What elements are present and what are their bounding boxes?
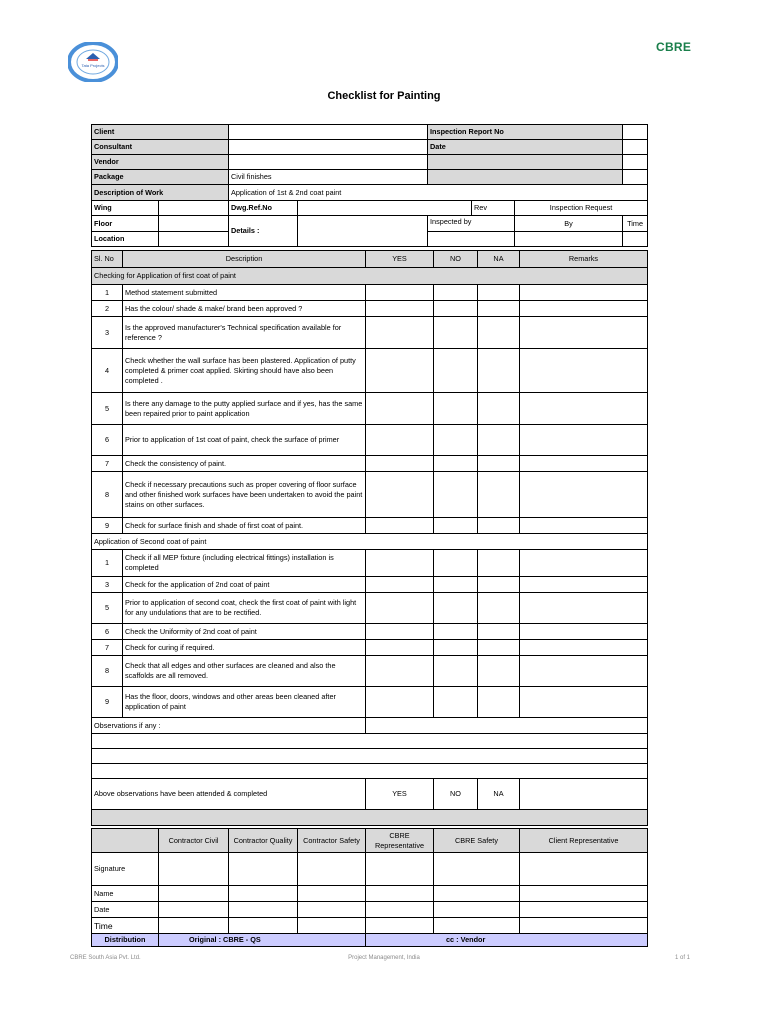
date-field-signoff[interactable] <box>159 902 229 918</box>
na-cell[interactable] <box>478 285 520 301</box>
no-cell[interactable] <box>434 317 478 349</box>
item-description: Method statement submitted <box>123 285 366 301</box>
remarks-cell[interactable] <box>520 349 648 393</box>
attended-remarks[interactable] <box>520 779 648 810</box>
item-number: 5 <box>92 593 123 624</box>
cbre-logo: CBRE <box>656 40 692 54</box>
table-row <box>92 624 648 640</box>
table-row <box>92 687 648 718</box>
vendor-field[interactable] <box>229 155 428 170</box>
na-cell[interactable] <box>478 472 520 518</box>
table-row <box>92 317 648 349</box>
col-remarks: Remarks <box>520 251 648 268</box>
na-cell[interactable] <box>478 317 520 349</box>
item-number: 1 <box>92 285 123 301</box>
item-description: Check for surface finish and shade of first coat of paint. <box>123 518 366 534</box>
signature-field[interactable] <box>366 853 434 886</box>
remarks-cell[interactable] <box>520 640 648 656</box>
cbre-representative-header: CBRE Representative <box>366 829 434 853</box>
na-cell[interactable] <box>478 518 520 534</box>
description-of-work-value: Application of 1st & 2nd coat paint <box>229 185 648 201</box>
remarks-cell[interactable] <box>520 301 648 317</box>
item-number: 2 <box>92 301 123 317</box>
observations-line[interactable] <box>92 734 648 749</box>
section1-title: Checking for Application of first coat of paint <box>92 268 648 285</box>
item-number: 3 <box>92 577 123 593</box>
yes-cell[interactable] <box>366 577 434 593</box>
yes-cell[interactable] <box>366 456 434 472</box>
location-field[interactable] <box>159 232 229 247</box>
name-field[interactable] <box>434 886 520 902</box>
consultant-field[interactable] <box>229 140 428 155</box>
wing-label: Wing <box>92 201 159 216</box>
footer-company: CBRE South Asia Pvt. Ltd. <box>70 955 141 961</box>
consultant-label: Consultant <box>92 140 229 155</box>
time-field-signoff[interactable] <box>159 918 229 934</box>
col-description: Description <box>123 251 366 268</box>
yes-cell[interactable] <box>366 656 434 687</box>
client-label: Client <box>92 125 229 140</box>
spacer-row <box>92 810 648 826</box>
na-cell[interactable] <box>478 624 520 640</box>
client-field[interactable] <box>229 125 428 140</box>
observations-line[interactable] <box>92 749 648 764</box>
item-description: Check the Uniformity of 2nd coat of paint <box>123 624 366 640</box>
na-cell[interactable] <box>478 550 520 577</box>
yes-cell[interactable] <box>366 640 434 656</box>
no-cell[interactable] <box>434 550 478 577</box>
item-description: Has the colour/ shade & make/ brand been approved ? <box>123 301 366 317</box>
signature-label: Signature <box>92 853 159 886</box>
attended-yes[interactable]: YES <box>366 779 434 810</box>
inspection-request-label: Inspection Request <box>515 201 648 216</box>
dwg-ref-no-field[interactable] <box>298 201 472 216</box>
remarks-cell[interactable] <box>520 393 648 425</box>
tata-projects-logo <box>68 42 118 82</box>
remarks-cell[interactable] <box>520 472 648 518</box>
item-description: Is there any damage to the putty applied surface and if yes, has the same been repaired prior to paint application <box>123 393 366 425</box>
signature-field[interactable] <box>434 853 520 886</box>
na-cell[interactable] <box>478 456 520 472</box>
item-number: 6 <box>92 624 123 640</box>
table-row <box>92 301 648 317</box>
table-row <box>92 518 648 534</box>
remarks-cell[interactable] <box>520 593 648 624</box>
na-cell[interactable] <box>478 656 520 687</box>
remarks-cell[interactable] <box>520 425 648 456</box>
remarks-cell[interactable] <box>520 456 648 472</box>
no-cell[interactable] <box>434 656 478 687</box>
table-row <box>92 349 648 393</box>
time-field-signoff[interactable] <box>434 918 520 934</box>
wing-field[interactable] <box>159 201 229 216</box>
attended-na[interactable]: NA <box>478 779 520 810</box>
package-spacer <box>428 170 623 185</box>
floor-label: Floor <box>92 216 159 232</box>
yes-cell[interactable] <box>366 593 434 624</box>
col-sl-no: Sl. No <box>92 251 123 268</box>
package-value: Civil finishes <box>229 170 428 185</box>
date-field-signoff[interactable] <box>520 902 648 918</box>
name-field[interactable] <box>229 886 298 902</box>
checklist-table <box>91 250 648 826</box>
yes-cell[interactable] <box>366 518 434 534</box>
item-description: Check whether the wall surface has been plastered. Application of putty completed & primer coat applied. Skirting should have also been completed . <box>123 349 366 393</box>
location-label: Location <box>92 232 159 247</box>
item-number: 5 <box>92 393 123 425</box>
inspection-report-no-label: Inspection Report No <box>428 125 623 140</box>
item-number: 9 <box>92 518 123 534</box>
time-field[interactable] <box>623 232 648 247</box>
na-cell[interactable] <box>478 349 520 393</box>
by-field[interactable] <box>515 232 623 247</box>
table-row <box>92 656 648 687</box>
yes-cell[interactable] <box>366 425 434 456</box>
no-cell[interactable] <box>434 687 478 718</box>
vendor-label: Vendor <box>92 155 229 170</box>
remarks-cell[interactable] <box>520 317 648 349</box>
na-cell[interactable] <box>478 687 520 718</box>
contractor-quality-header: Contractor Quality <box>229 829 298 853</box>
yes-cell[interactable] <box>366 349 434 393</box>
yes-cell[interactable] <box>366 550 434 577</box>
item-description: Check that all edges and other surfaces are cleaned and also the scaffolds are all removed. <box>123 656 366 687</box>
no-cell[interactable] <box>434 640 478 656</box>
table-row <box>92 425 648 456</box>
date-label-signoff: Date <box>92 902 159 918</box>
vendor-extra-field[interactable] <box>623 155 648 170</box>
no-cell[interactable] <box>434 393 478 425</box>
signature-field[interactable] <box>159 853 229 886</box>
package-extra-field[interactable] <box>623 170 648 185</box>
floor-field[interactable] <box>159 216 229 232</box>
na-cell[interactable] <box>478 425 520 456</box>
item-number: 9 <box>92 687 123 718</box>
client-representative-header: Client Representative <box>520 829 648 853</box>
date-label: Date <box>428 140 623 155</box>
time-field-signoff[interactable] <box>366 918 434 934</box>
details-field[interactable] <box>298 216 428 247</box>
no-cell[interactable] <box>434 624 478 640</box>
remarks-cell[interactable] <box>520 687 648 718</box>
footer-center: Project Management, India <box>348 955 420 961</box>
table-row <box>92 472 648 518</box>
signature-field[interactable] <box>229 853 298 886</box>
item-description: Check if all MEP fixture (including electrical fittings) installation is completed <box>123 550 366 577</box>
na-cell[interactable] <box>478 301 520 317</box>
item-description: Check if necessary precautions such as proper covering of floor surface and other finished work surfaces have been undertaken to avoid the paint stains on other surfaces. <box>123 472 366 518</box>
inspected-by-field[interactable] <box>428 232 515 247</box>
yes-cell[interactable] <box>366 687 434 718</box>
no-cell[interactable] <box>434 593 478 624</box>
remarks-cell[interactable] <box>520 577 648 593</box>
name-field[interactable] <box>298 886 366 902</box>
na-cell[interactable] <box>478 640 520 656</box>
section2-title: Application of Second coat of paint <box>92 534 648 550</box>
date-field-signoff[interactable] <box>298 902 366 918</box>
item-number: 8 <box>92 472 123 518</box>
no-cell[interactable] <box>434 518 478 534</box>
time-field-signoff[interactable] <box>229 918 298 934</box>
attended-label: Above observations have been attended & completed <box>92 779 366 810</box>
inspection-report-no-field[interactable] <box>623 125 648 140</box>
time-field-signoff[interactable] <box>298 918 366 934</box>
item-number: 8 <box>92 656 123 687</box>
signature-field[interactable] <box>298 853 366 886</box>
package-label: Package <box>92 170 229 185</box>
logo-left-text: Tata Projects <box>81 63 105 68</box>
name-field[interactable] <box>366 886 434 902</box>
name-field[interactable] <box>520 886 648 902</box>
observations-line[interactable] <box>92 764 648 779</box>
details-label: Details : <box>229 216 298 247</box>
item-number: 3 <box>92 317 123 349</box>
item-description: Prior to application of 1st coat of paint, check the surface of primer <box>123 425 366 456</box>
na-cell[interactable] <box>478 593 520 624</box>
no-cell[interactable] <box>434 472 478 518</box>
yes-cell[interactable] <box>366 301 434 317</box>
no-cell[interactable] <box>434 456 478 472</box>
item-description: Is the approved manufacturer's Technical specification available for reference ? <box>123 317 366 349</box>
col-no: NO <box>434 251 478 268</box>
date-field[interactable] <box>623 140 648 155</box>
date-field-signoff[interactable] <box>434 902 520 918</box>
footer-page: 1 of 1 <box>675 955 691 961</box>
date-field-signoff[interactable] <box>229 902 298 918</box>
info-table <box>91 124 648 247</box>
item-description: Check the consistency of paint. <box>123 456 366 472</box>
na-cell[interactable] <box>478 393 520 425</box>
col-na: NA <box>478 251 520 268</box>
time-label-signoff: Time <box>92 918 159 934</box>
item-number: 4 <box>92 349 123 393</box>
time-label: Time <box>623 216 648 232</box>
table-row <box>92 393 648 425</box>
item-number: 7 <box>92 640 123 656</box>
na-cell[interactable] <box>478 577 520 593</box>
table-row <box>92 456 648 472</box>
no-cell[interactable] <box>434 425 478 456</box>
remarks-cell[interactable] <box>520 656 648 687</box>
page-title: Checklist for Painting <box>327 90 441 102</box>
item-number: 7 <box>92 456 123 472</box>
yes-cell[interactable] <box>366 393 434 425</box>
table-row <box>92 550 648 577</box>
remarks-cell[interactable] <box>520 285 648 301</box>
no-cell[interactable] <box>434 285 478 301</box>
yes-cell[interactable] <box>366 317 434 349</box>
observations-field[interactable] <box>366 718 648 734</box>
observations-label: Observations if any : <box>92 718 366 734</box>
attended-no[interactable]: NO <box>434 779 478 810</box>
distribution-original: Original : CBRE - QS <box>159 934 366 947</box>
distribution-cc: cc : Vendor <box>366 934 648 947</box>
by-label: By <box>515 216 623 232</box>
time-field-signoff[interactable] <box>520 918 648 934</box>
table-row <box>92 285 648 301</box>
inspected-by-label: Inspected by <box>428 216 515 232</box>
no-cell[interactable] <box>434 577 478 593</box>
table-row <box>92 577 648 593</box>
item-description: Prior to application of second coat, check the first coat of paint with light for any undulations that are to be rectified. <box>123 593 366 624</box>
table-row <box>92 593 648 624</box>
table-row <box>92 640 648 656</box>
rev-label: Rev <box>472 201 515 216</box>
yes-cell[interactable] <box>366 285 434 301</box>
name-field[interactable] <box>159 886 229 902</box>
name-label: Name <box>92 886 159 902</box>
contractor-safety-header: Contractor Safety <box>298 829 366 853</box>
remarks-cell[interactable] <box>520 624 648 640</box>
item-description: Check for the application of 2nd coat of paint <box>123 577 366 593</box>
description-of-work-label: Description of Work <box>92 185 229 201</box>
remarks-cell[interactable] <box>520 518 648 534</box>
dwg-ref-no-label: Dwg.Ref.No <box>229 201 298 216</box>
no-cell[interactable] <box>434 349 478 393</box>
item-number: 1 <box>92 550 123 577</box>
item-description: Check for curing if required. <box>123 640 366 656</box>
signoff-corner <box>92 829 159 853</box>
distribution-label: Distribution <box>92 934 159 947</box>
item-description: Has the floor, doors, windows and other areas been cleaned after application of paint <box>123 687 366 718</box>
remarks-cell[interactable] <box>520 550 648 577</box>
yes-cell[interactable] <box>366 472 434 518</box>
no-cell[interactable] <box>434 301 478 317</box>
signature-field[interactable] <box>520 853 648 886</box>
col-yes: YES <box>366 251 434 268</box>
signoff-table <box>91 828 648 947</box>
date-field-signoff[interactable] <box>366 902 434 918</box>
contractor-civil-header: Contractor Civil <box>159 829 229 853</box>
vendor-spacer <box>428 155 623 170</box>
cbre-safety-header: CBRE Safety <box>434 829 520 853</box>
yes-cell[interactable] <box>366 624 434 640</box>
item-number: 6 <box>92 425 123 456</box>
